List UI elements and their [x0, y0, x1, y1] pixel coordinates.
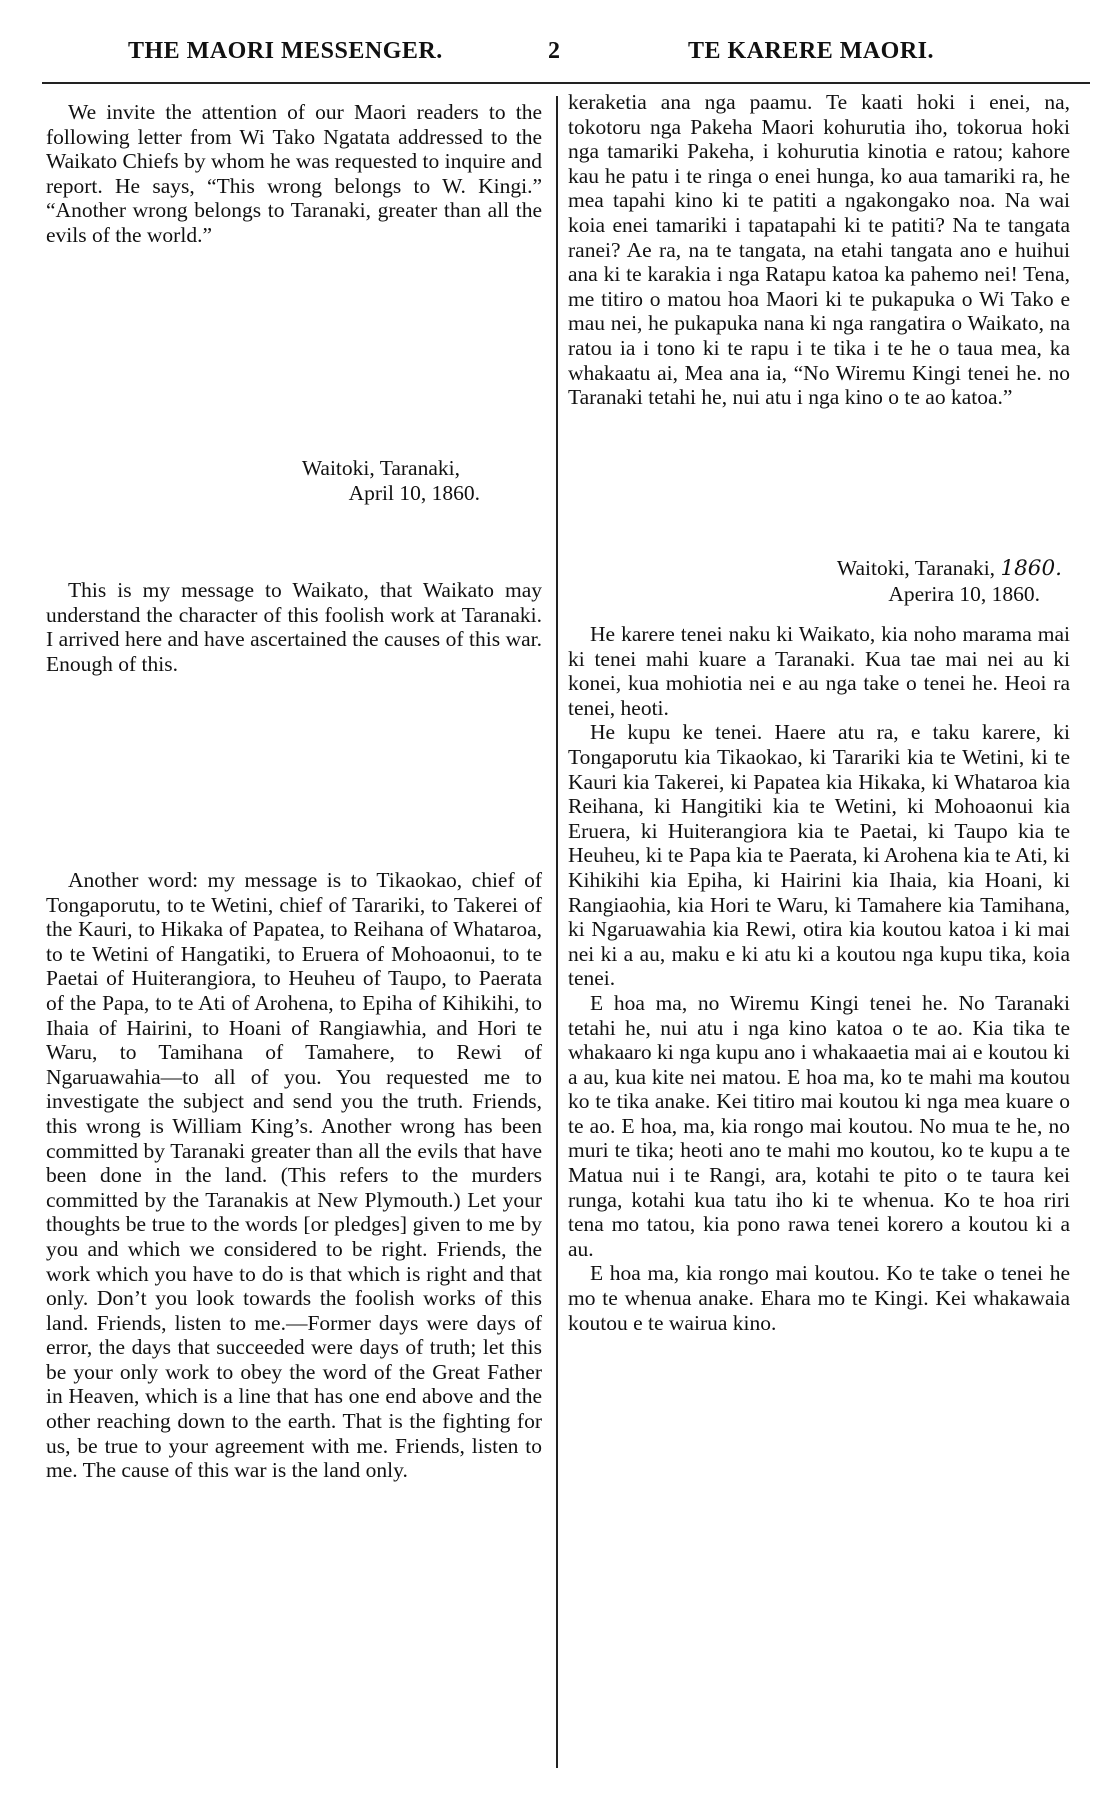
maori-continued [568, 90, 1070, 410]
maori-place: Waitoki, Taranaki, [836, 556, 996, 580]
english-another-word [46, 868, 542, 1483]
maori-title: TE KARERE MAORI. [688, 38, 935, 64]
english-message [46, 578, 542, 676]
maori-paragraph-4: E hoa ma, kia rongo mai koutou. Ko te take o tenei he mo te whenua anake. Ehara mo te Kingi. Kei whakawaia koutou e te wairua kino. [568, 1261, 1070, 1335]
english-intro-text: We invite the attention of our Maori readers to the following letter from Wi Tako Ngatata addressed to the Waikato Chiefs by whom he was requested to inquire and report. He says, “This wrong belongs to W. Kingi.” “Another wrong belongs to Taranaki, greater than all the evils of the world.” [46, 100, 542, 247]
page-header [0, 38, 1114, 78]
maori-paragraph-1: He karere tenei naku ki Waikato, kia noho marama mai ki tenei mahi kuare a Taranaki. Kua tae mai nei au ki konei, kua mohiotia nei e au nga take o tenei he. Heoi ra tenei, heoti. [568, 622, 1070, 720]
maori-signature [568, 556, 1070, 606]
maori-paragraph-3: E hoa ma, no Wiremu Kingi tenei he. No Taranaki tetahi he, nui atu i nga kino katoa o te ao. Kia tika te whakaaro ki nga kupu ano i whakaaetia mai ai e koutou ki a au, kua kite nei matou. E hoa ma, ko te mahi ma koutou ko te tika anake. Kei titiro mai koutou ki nga mea kuare o te ao. E hoa, ma, kia rongo mai koutou. No mua te he, no muri te tika; heoti ano te mahi mo koutou, ko te kupu a te Matua nui i te Rangi, ara, kotahi te pito o te taura kei runga, kotahi kua tatu iho ki te whenua. Ko te hoa riri tena mo tatou, kia pono rawa tenei korero a koutou ki a au. [568, 990, 1070, 1261]
maori-date: Aperira 10, 1860. [888, 581, 1040, 606]
english-another-word-text: Another word: my message is to Tikaokao, chief of Tongaporutu, to te Wetini, chief of Tarariki, to Takerei of the Kauri, to Hikaka of Papatea, to Reihana of Whataroa, to te Wetini of Hangatiki, to Eruera of Mohoaonui, to te Paetai of Huiterangiora, to Heuheu of Taupo, to Paerata of the Papa, to te Ati of Arohena, to Epiha of Kihikihi, to Ihaia of Hairini, to Hoani of Rangiawhia, and Hori te Waru, to Tamihana of Tamahere, to Rewi of Ngaruawahia—to all of you. You requested me to investigate the subject and send you the truth. Friends, this wrong is William King’s. Another wrong has been committed by Taranaki greater than all the evils that have been done in the land. (This refers to the murders committed by the Taranakis at New Plymouth.) Let your thoughts be true to the words [or pledges] given to me by you and which we considered to be right. Friends, the work which you have to do is that which is right and that only. Don’t you look towards the foolish works of this land. Friends, listen to me.—Former days were days of error, the days that succeeded were days of truth; let this be your only work to obey the word of the Great Father in Heaven, which is a line that has one end above and the other reaching down to the earth. That is the fighting for us, be true to your agreement with me. Friends, listen to me. The cause of this war is the land only. [46, 868, 542, 1483]
header-rule [42, 82, 1090, 84]
english-message-text: This is my message to Waikato, that Waikato may understand the character of this foolish work at Taranaki. I arrived here and have ascertained the causes of this war. Enough of this. [46, 578, 542, 676]
english-place: Waitoki, Taranaki, [301, 456, 460, 480]
maori-place-line [568, 556, 1070, 582]
maori-continued-text: keraketia ana nga paamu. Te kaati hoki i enei, na, tokotoru nga Pakeha Maori kohurutia iho, tokorua hoki nga tamariki Pakeha, i kohurutia kinotia e ratou; kahore kau he patu i te ringa o enei hunga, ko aua tamariki ra, he mea tapahi kino ki te patiti a ngakongako noa. Na wai koia enei tamariki i tapatapahi ki te patiti? Na te tangata ranei? Ae ra, na te tangata, na etahi tangata ano e huihui ana ki te karakia i nga Ratapu katoa ka pahemo nei! Tena, me titiro o matou hoa Maori ki te pukapuka o Wi Tako e mau nei, he pukapuka nana ki nga rangatira o Waikato, na ratou ia i tono ki te rapu i te tika i te he o taua mea, ka whakaatu ai, Mea ana ia, “No Wiremu Kingi tenei he. no Taranaki tetahi he, nui atu i nga kino o te ao katoa.” [568, 90, 1070, 410]
handwritten-year: 1860. [1000, 556, 1062, 581]
english-signature [46, 456, 542, 505]
column-divider [556, 96, 558, 1768]
maori-body [568, 622, 1070, 1335]
maori-paragraph-2: He kupu ke tenei. Haere atu ra, e taku karere, ki Tongaporutu kia Tikaokao, ki Tarariki kia te Wetini, ki te Kauri kia Takerei, ki Papatea kia Hikaka, ki Whataroa kia Reihana, ki Hangitiki kia te Wetini, ki Mohoaonui kia Eruera, ki Huiterangiora kia te Paetai, ki Taupo kia te Heuheu, ki te Papa kia te Paerata, ki Arohena kia te Ati, ki Kihikihi kia Epiha, ki Hairini kia Ihaia, kia Hoani, ki Rangiaohia, kia Hori te Waru, ki Tamahere kia Tamihana, ki Ngaruawahia kia Rewi, otira kia koutou katoa i ki mai nei ki a au, maku e ki atu ki a koutou nga kupu tika, koia tenei. [568, 720, 1070, 991]
english-title: THE MAORI MESSENGER. [128, 38, 443, 64]
page-number: 2 [548, 38, 561, 64]
english-date: April 10, 1860. [348, 480, 480, 505]
english-intro [46, 100, 542, 248]
